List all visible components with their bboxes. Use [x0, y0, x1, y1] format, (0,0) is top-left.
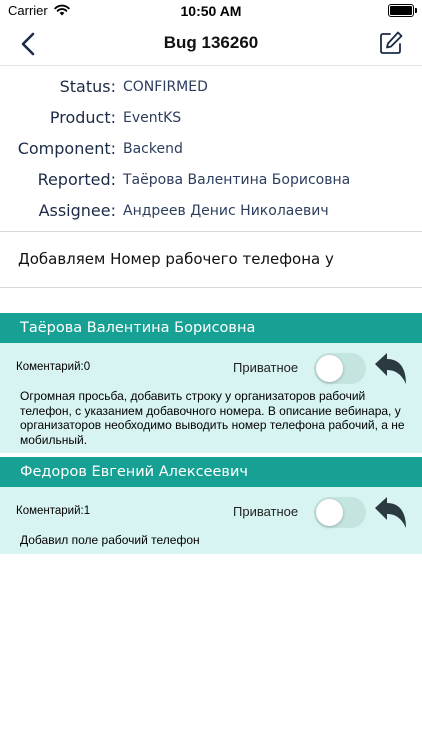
comment-text: Добавил поле рабочий телефон	[20, 533, 200, 547]
assignee-row	[0, 196, 422, 226]
private-label: Приватное	[233, 360, 299, 375]
component-row	[0, 134, 422, 164]
edit-icon[interactable]	[378, 30, 404, 56]
status-bar	[0, 0, 422, 22]
toggle-knob	[316, 355, 343, 382]
navigation-bar	[0, 22, 422, 66]
comment-count-label: Коментарий:0	[16, 361, 91, 373]
comment-author-header: Таёрова Валентина Борисовна	[0, 313, 422, 343]
status-value: CONFIRMED	[123, 79, 208, 95]
assignee-value: Андреев Денис Николаевич	[123, 203, 329, 219]
component-value: Backend	[123, 141, 183, 157]
reported-row	[0, 165, 422, 195]
bug-summary: Добавляем Номер рабочего телефона у	[18, 250, 334, 268]
reply-icon[interactable]	[372, 495, 408, 531]
carrier-label: Carrier	[8, 3, 48, 18]
status-row	[0, 72, 422, 102]
product-value: EventKS	[123, 110, 182, 126]
status-label: Status:	[59, 77, 116, 96]
comment-count-label: Коментарий:1	[16, 505, 91, 517]
comment-author-header: Федоров Евгений Алексеевич	[0, 457, 422, 487]
product-row	[0, 103, 422, 133]
page-title: Bug 136260	[163, 33, 259, 52]
comment-text: Огромная просьба, добавить строку у организаторов рабочий телефон, с указанием добавочного номера. В описание вебинара, у организаторов необходимо выводить номер телефона рабочий, а не мобильный.	[20, 389, 405, 447]
reply-icon[interactable]	[372, 351, 408, 387]
reported-label: Reported:	[37, 170, 116, 189]
comment-item	[0, 343, 422, 453]
battery-icon	[388, 4, 414, 17]
chevron-left-icon[interactable]	[16, 30, 42, 58]
private-label: Приватное	[233, 504, 299, 519]
comment-item	[0, 487, 422, 554]
reported-value: Таёрова Валентина Борисовна	[123, 172, 351, 188]
product-label: Product:	[49, 108, 116, 127]
private-toggle[interactable]	[314, 497, 366, 528]
divider	[0, 287, 422, 288]
divider	[0, 231, 422, 232]
component-label: Component:	[17, 139, 116, 158]
assignee-label: Assignee:	[38, 201, 116, 220]
clock: 10:50 AM	[180, 3, 242, 19]
private-toggle[interactable]	[314, 353, 366, 384]
toggle-knob	[316, 499, 343, 526]
